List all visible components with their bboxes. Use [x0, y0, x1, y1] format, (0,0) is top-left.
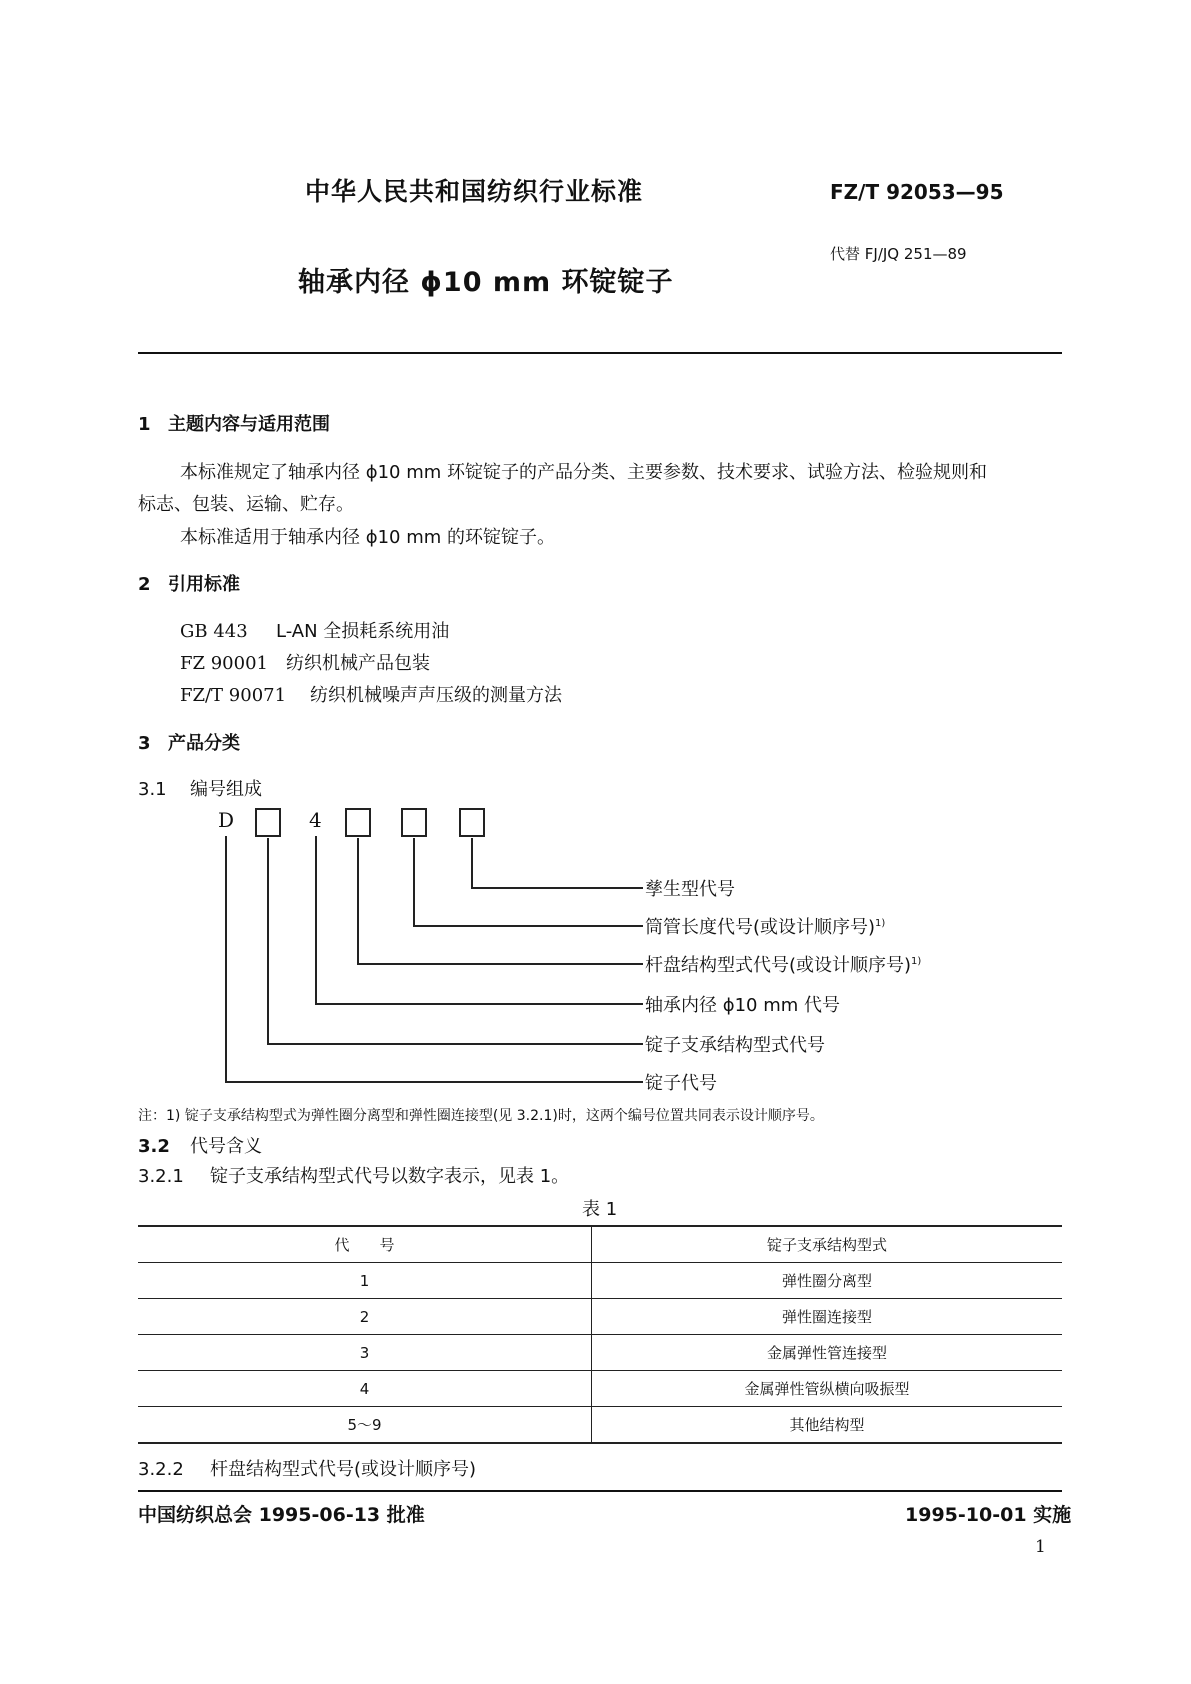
- section-title: 锭子支承结构型式代号以数字表示，见表 1。: [210, 1166, 570, 1187]
- section-title: 编号组成: [190, 779, 262, 800]
- column-header: 代 号: [138, 1226, 592, 1263]
- section-number: 3.2.2: [138, 1459, 184, 1480]
- diagram-label: 孳生型代号: [645, 879, 735, 900]
- section-number: 2: [138, 574, 151, 595]
- section-3-heading: [138, 729, 240, 755]
- page-number: 1: [1035, 1537, 1046, 1557]
- effective-date: 1995-10-01 实施: [905, 1504, 1072, 1526]
- subsection-3-2-2-heading: [138, 1455, 476, 1481]
- table-row: [138, 1371, 1062, 1407]
- placeholder-box: [459, 808, 485, 837]
- section-title: 主题内容与适用范围: [168, 414, 330, 435]
- table-cell: 3: [138, 1335, 592, 1371]
- subsection-3-2-1-heading: [138, 1162, 569, 1188]
- diagram-label: 轴承内径 ϕ10 mm 代号: [645, 995, 841, 1016]
- fixed-digit: 4: [309, 808, 322, 832]
- table-row: [138, 1263, 1062, 1299]
- table-cell: 2: [138, 1299, 592, 1335]
- diagram-label: [645, 951, 921, 977]
- paragraph: 本标准规定了轴承内径 ϕ10 mm 环锭锭子的产品分类、主要参数、技术要求、试验方法、检验规则和: [180, 462, 988, 483]
- table-caption: 表 1: [582, 1199, 618, 1220]
- leader-line: [315, 836, 317, 1004]
- diagram-label: 锭子代号: [645, 1073, 717, 1094]
- placeholder-box: [345, 808, 371, 837]
- leader-line: [267, 838, 269, 1044]
- reference-item: [180, 617, 449, 643]
- reference-item: [180, 681, 562, 707]
- placeholder-box: [401, 808, 427, 837]
- placeholder-box: [255, 808, 281, 837]
- approval-date: 中国纺织总会 1995-06-13 批准: [138, 1504, 425, 1526]
- section-number: 3.1: [138, 779, 167, 800]
- leader-line: [225, 1081, 643, 1083]
- section-title: 杆盘结构型式代号(或设计顺序号): [210, 1459, 477, 1480]
- document-title: 轴承内径 ϕ10 mm 环锭锭子: [298, 267, 674, 298]
- leader-line: [225, 836, 227, 1082]
- reference-title: 纺织机械产品包装: [286, 653, 430, 674]
- section-number: 3.2: [138, 1136, 170, 1157]
- paragraph: 本标准适用于轴承内径 ϕ10 mm 的环锭锭子。: [180, 527, 556, 548]
- label-text: 杆盘结构型式代号(或设计顺序号): [645, 955, 912, 976]
- table-cell: 弹性圈连接型: [592, 1299, 1063, 1335]
- column-header: 锭子支承结构型式: [592, 1226, 1063, 1263]
- label-text: 筒管长度代号(或设计顺序号): [645, 917, 876, 938]
- leader-line: [357, 838, 359, 964]
- table-cell: 其他结构型: [592, 1407, 1063, 1444]
- leader-line: [357, 963, 643, 965]
- leader-line: [315, 1003, 643, 1005]
- section-title: 引用标准: [168, 574, 240, 595]
- reference-code: FZ/T 90071: [180, 685, 287, 706]
- leader-line: [471, 887, 643, 889]
- leader-line: [471, 838, 473, 888]
- section-number: 3.2.1: [138, 1166, 184, 1187]
- replaces-standard: 代替 FJ/JQ 251—89: [830, 245, 967, 263]
- table-row: [138, 1335, 1062, 1371]
- table-cell: 5～9: [138, 1407, 592, 1444]
- leader-line: [267, 1043, 643, 1045]
- footnote-mark: 1): [911, 956, 922, 967]
- spindle-support-table: [138, 1225, 1062, 1444]
- header-divider: [138, 352, 1062, 354]
- section-title: 代号含义: [190, 1136, 262, 1157]
- footer-divider: [138, 1490, 1062, 1492]
- footnote-mark: 1): [875, 918, 886, 929]
- reference-title: 纺织机械噪声声压级的测量方法: [310, 685, 562, 706]
- subsection-3-1-heading: [138, 775, 262, 801]
- standard-number: FZ/T 92053—95: [830, 180, 1004, 204]
- reference-code: GB 443: [180, 621, 248, 642]
- table-cell: 金属弹性管连接型: [592, 1335, 1063, 1371]
- reference-code: FZ 90001: [180, 653, 268, 674]
- table-header-row: [138, 1226, 1062, 1263]
- reference-item: [180, 649, 430, 675]
- section-number: 1: [138, 414, 151, 435]
- org-title: 中华人民共和国纺织行业标准: [305, 177, 644, 206]
- table-row: [138, 1299, 1062, 1335]
- section-2-heading: [138, 570, 240, 596]
- paragraph: 标志、包装、运输、贮存。: [138, 494, 354, 515]
- leader-line: [413, 925, 643, 927]
- table-row: [138, 1407, 1062, 1444]
- table-cell: 金属弹性管纵横向吸振型: [592, 1371, 1063, 1407]
- section-1-heading: [138, 410, 330, 436]
- table-cell: 4: [138, 1371, 592, 1407]
- footnote: 注：1) 锭子支承结构型式为弹性圈分离型和弹性圈连接型(见 3.2.1)时，这两个编号位置共同表示设计顺序号。: [138, 1108, 824, 1124]
- table-cell: 1: [138, 1263, 592, 1299]
- section-title: 产品分类: [168, 733, 240, 754]
- diagram-label: 锭子支承结构型式代号: [645, 1035, 825, 1056]
- prefix-letter: D: [218, 808, 235, 832]
- section-number: 3: [138, 733, 151, 754]
- leader-line: [413, 838, 415, 926]
- subsection-3-2-heading: [138, 1132, 262, 1158]
- reference-title: L-AN 全损耗系统用油: [276, 621, 450, 642]
- table-cell: 弹性圈分离型: [592, 1263, 1063, 1299]
- diagram-label: [645, 913, 885, 939]
